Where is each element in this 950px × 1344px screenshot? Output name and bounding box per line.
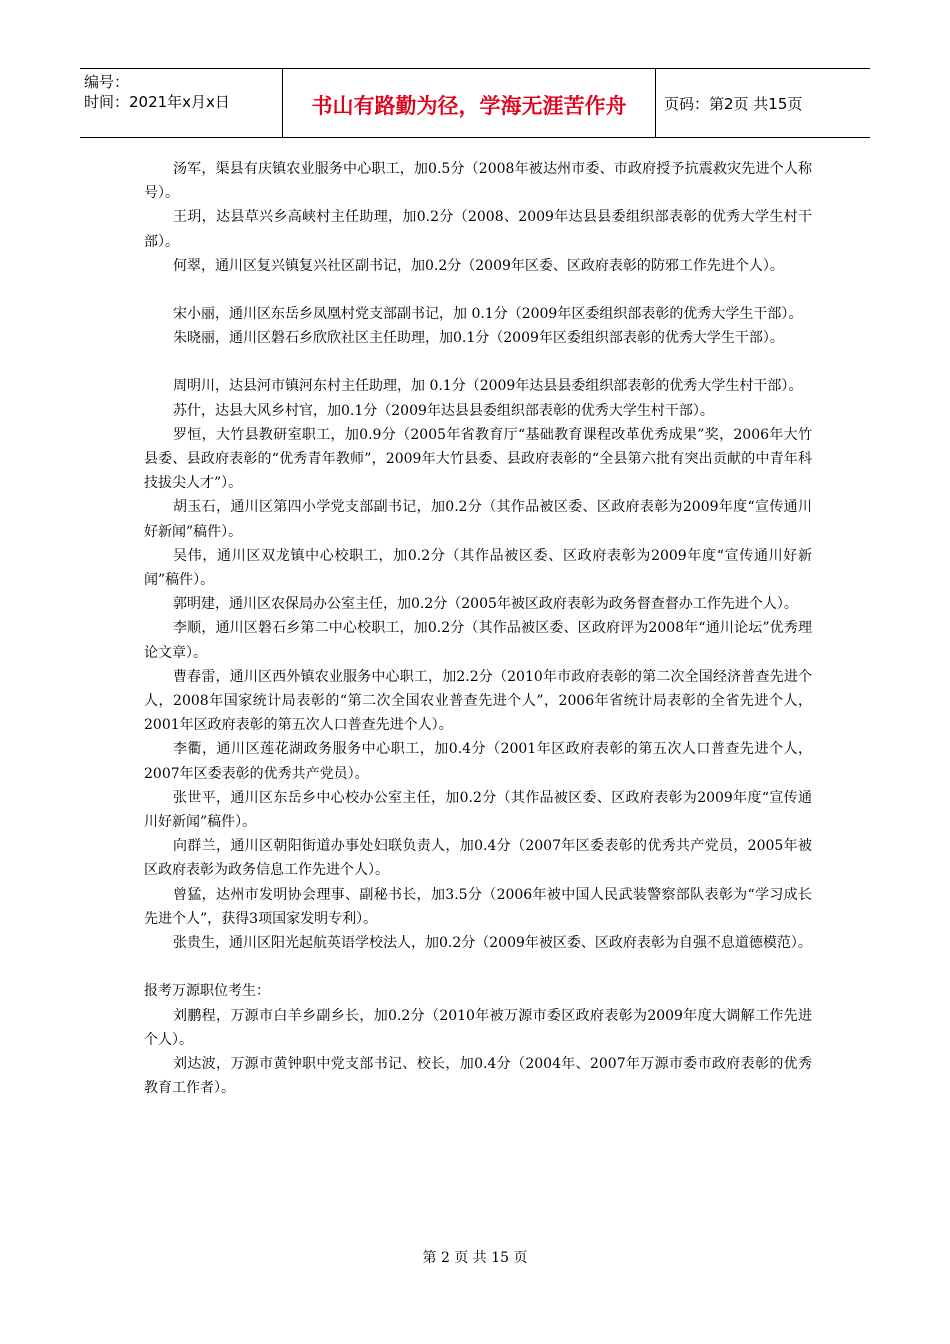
list-item: 向群兰，通川区朝阳街道办事处妇联负责人，加0.4分（2007年区委表彰的优秀共产党员，2005年被区政府表彰为政务信息工作先进个人）。 [144,838,812,879]
list-item: 刘达波，万源市黄钟职中党支部书记、校长，加0.4分（2004年、2007年万源市委市政府表彰的优秀教育工作者）。 [144,1055,812,1097]
list-item: 周明川，达县河市镇河东村主任助理，加 0.1分（2009年达县县委组织部表彰的优秀大学生村干部）。 [173,378,803,395]
document-number: 编号： [84,73,130,91]
list-item: 刘鹏程，万源市白羊乡副乡长，加0.2分（2010年被万源市委区政府表彰为2009年度大调解工作先进个人）。 [144,1007,812,1048]
section-heading: 报考万源职位考生： [144,983,270,1000]
list-item: 郭明建，通川区农保局办公室主任，加0.2分（2005年被区政府表彰为政务督查督办工作先进个人）。 [173,596,798,613]
list-item: 曹春雷，通川区西外镇农业服务中心职工，加2.2分（2010年市政府表彰的第二次全国经济普查先进个人，2008年国家统计局表彰的“第二次全国农业普查先进个人”，2006年省统计局表彰的全省先进个人，2001年区政府表彰的第五次人口普查先进个人）。 [144,668,812,734]
page-header [80,68,870,138]
list-item: 汤军，渠县有庆镇农业服务中心职工，加0.5分（2008年被达州市委、市政府授予抗震救灾先进个人称号）。 [144,161,812,202]
list-item: 宋小丽，通川区东岳乡凤凰村党支部副书记，加 0.1分（2009年区委组织部表彰的优秀大学生干部）。 [173,306,803,323]
document-time: 时间：2021年x月x日 [84,93,230,111]
header-motto: 书山有路勤为径，学海无涯苦作舟 [282,69,656,137]
header-page-number: 页码：第2页 共15页 [664,94,803,113]
list-item: 张世平，通川区东岳乡中心校办公室主任，加0.2分（其作品被区委、区政府表彰为2009年度“宣传通川好新闻”稿件）。 [144,789,812,831]
list-item: 曾猛，达州市发明协会理事、副秘书长，加3.5分（2006年被中国人民武装警察部队表彰为“学习成长先进个人”，获得3项国家发明专利）。 [144,886,812,927]
list-item: 李衢，通川区莲花湖政务服务中心职工，加0.4分（2001年区政府表彰的第五次人口普查先进个人，2007年区委表彰的优秀共产党员）。 [144,741,812,782]
header-meta [80,69,282,137]
list-item: 朱晓丽，通川区磐石乡欣欣社区主任助理，加0.1分（2009年区委组织部表彰的优秀大学生干部）。 [173,330,784,347]
list-item: 胡玉石，通川区第四小学党支部副书记，加0.2分（其作品被区委、区政府表彰为2009年度“宣传通川好新闻”稿件）。 [144,499,812,540]
list-item: 苏什，达县大风乡村官，加0.1分（2009年达县县委组织部表彰的优秀大学生村干部）。 [173,402,714,419]
list-item: 吴伟，通川区双龙镇中心校职工，加0.2分（其作品被区委、区政府表彰为2009年度“宣传通川好新闻”稿件）。 [144,547,812,589]
list-item: 罗恒，大竹县教研室职工，加0.9分（2005年省教育厅“基础教育课程改革优秀成果”奖，2006年大竹县委、县政府表彰的“优秀青年教师”，2009年大竹县委、县政府表彰的“全县第六批有突出贡献的中青年科技拔尖人才”）。 [144,426,812,492]
list-item: 李顺，通川区磐石乡第二中心校职工，加0.2分（其作品被区委、区政府评为2008年“通川论坛”优秀理论文章）。 [144,620,812,661]
list-item: 何翠，通川区复兴镇复兴社区副书记，加0.2分（2009年区委、区政府表彰的防邪工作先进个人）。 [173,257,784,274]
document-body [144,157,812,1100]
list-item: 王玥，达县草兴乡高峡村主任助理，加0.2分（2008、2009年达县县委组织部表彰的优秀大学生村干部）。 [144,209,812,250]
page-footer: 第 2 页 共 15 页 [422,1250,528,1266]
list-item: 张贵生，通川区阳光起航英语学校法人，加0.2分（2009年被区委、区政府表彰为自强不息道德模范）。 [173,935,812,952]
